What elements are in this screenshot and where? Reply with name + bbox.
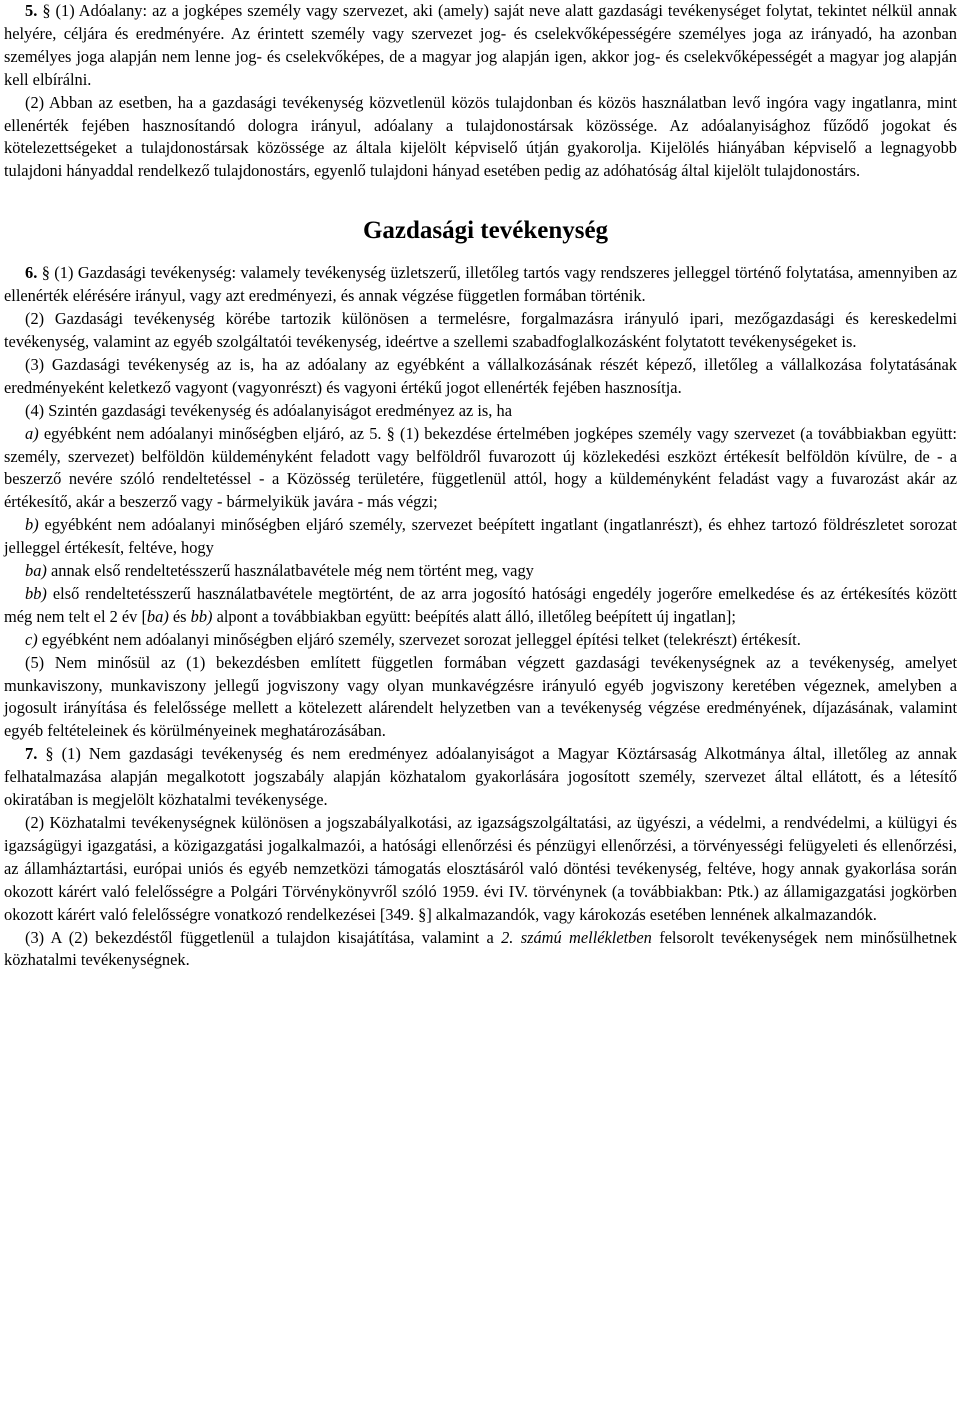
section-7-text-2: (2) Közhatalmi tevékenységnek különösen a jogszabályalkotási, az igazságszolgáltatási, az ügyészi, a védelmi, a rendvédelmi, a külügyi és igazságügyi igazgatási, a közigazgatási jogalkalmazói, a hatósági ellenőrzési és pénzügyi ellenőrzési, a törvényességi felügyeleti és ellenőrzési, az államháztartási, európai uniós és egyéb nemzetközi támogatás elosztásáról való döntési tevékenység, feltéve, hogy annak gyakorlása során okozott kárért való felelősségre a Polgári Törvénykönyvről szóló 1959. évi IV. törvénynek (a továbbiakban: Ptk.) az államigazgatási jogkörben okozott kárért való felelősségre vonatkozó rendelkezései [349. §] alkalmazandók, vagy károkozás esetében lennének alkalmazandók. [4, 813, 957, 924]
point-a [4, 423, 957, 515]
point-a-marker: a) [25, 423, 39, 443]
section-6-text-4: (4) Szintén gazdasági tevékenység és adóalanyiságot eredményez az is, ha [25, 400, 512, 420]
section-7-paragraph-2 [4, 812, 957, 927]
section-6-paragraph-4 [4, 400, 957, 423]
point-b-marker: b) [25, 515, 39, 535]
point-bb-and: és [168, 606, 191, 626]
point-b-text: egyébként nem adóalanyi minőségben eljáró személy, szervezet beépített ingatlant (ingatlanrészt), és ehhez tartozó földrészletet sorozat jelleggel értékesít, feltéve, hogy [4, 515, 957, 558]
section-6-text-1: § (1) Gazdasági tevékenység: valamely tevékenység üzletszerű, illetőleg tartós vagy rendszeres jelleggel történő folytatása, amennyiben az ellenérték elérésére irányul, vagy azt eredményezi, és annak végzése független formában történik. [4, 263, 957, 306]
section-5-paragraph-1 [4, 0, 957, 92]
section-7-text-3a: (3) A (2) bekezdéstől függetlenül a tulajdon kisajátítása, valamint a [25, 927, 502, 947]
section-heading: Gazdasági tevékenység [362, 217, 609, 245]
section-6-number: 6. [25, 263, 38, 283]
section-7-text-3b: felsorolt tevékenységek nem minősülhetnek közhatalmi tevékenységnek. [4, 927, 958, 970]
section-6-paragraph-5 [4, 652, 957, 744]
section-6-text-2: (2) Gazdasági tevékenység körébe tartozik különösen a termelésre, forgalmazásra irányuló ipari, mezőgazdasági és kereskedelmi tevékenység, valamint az egyéb szolgáltatói tevékenység, ideértve a szellemi szabadfoglalkozásként folytatott tevékenységeket is. [4, 309, 957, 351]
section-5-text-2: (2) Abban az esetben, ha a gazdasági tevékenység közvetlenül közös tulajdonban és közös használatban levő ingóra vagy ingatlanra, mint ellenérték fejében hasznosítandó dologra irányul, adóalany a tulajdonostársak közössége. Az adóalanyisághoz fűződő jogokat és kötelezettségeket a tulajdonostársak közössége az általa kijelölt képviselő útján gyakorolja. Kijelölés hiányában képviselő a legnagyobb tulajdoni hányaddal rendelkező tulajdonostárs, egyenlő tulajdoni hányad esetében pedig az adóhatóság által kijelölt tulajdonostárs. [4, 92, 957, 181]
section-6-paragraph-1 [4, 262, 957, 308]
section-5-text-1: § (1) Adóalany: az a jogképes személy vagy szervezet, aki (amely) saját neve alatt gazdasági tevékenységet folytat, tekintet nélkül annak helyére, céljára és eredményére. Az érintett személy vagy szervezet jog- és cselekvőképességére személyes joga az irányadó, ha azonban személyes joga alapján nem lenne jog- és cselekvőképes, de a magyar jog alapján igen, akkor jog- és cselekvőképességét a magyar jog alapján kell elbírálni. [4, 1, 957, 89]
section-5-paragraph-2 [4, 92, 957, 184]
point-bb-text-1: első rendeltetésszerű használatbavétele megtörtént, de az arra jogosító hatósági engedély jogerőre emelkedése és az értékesítés között még nem telt el 2 év [ [4, 583, 957, 626]
point-bb-text-2: alpont a továbbiakban együtt: beépítés alatt álló, illetőleg beépített új ingatlan]; [212, 606, 736, 626]
point-b [4, 514, 957, 560]
point-bb-ref-bb: bb) [190, 606, 213, 626]
point-bb-marker: bb) [25, 583, 47, 603]
section-7-number: 7. [25, 744, 38, 764]
section-6-paragraph-2 [4, 308, 957, 354]
point-ba-text: annak első rendeltetésszerű használatbavétele még nem történt meg, vagy [50, 561, 534, 581]
point-ba-marker: ba) [25, 561, 47, 581]
section-7-paragraph-3 [4, 927, 957, 973]
point-c-marker: c) [25, 629, 38, 649]
section-7-text-1: § (1) Nem gazdasági tevékenység és nem eredményez adóalanyiságot a Magyar Köztársaság Alkotmánya által, illetőleg az annak felhatalmazása alapján megalkotott jogszabály alapján közhatalom gyakorlására jogosított személy, szervezet által ellátott, és a létesítő okiratában is megjelölt közhatalmi tevékenysége. [4, 744, 957, 810]
section-6-text-5: (5) Nem minősül az (1) bekezdésben említett független formában végzett gazdasági tevékenységnek az a tevékenység, amelyet munkaviszony, munkaviszony jellegű jogviszony vagy olyan munkavégzésre irányuló egyéb jogviszony keretében végeznek, amelyben a jogosult irányítása és felelőssége mellett a kötelezett alárendelt helyzetben van a tevékenység végzése eredményének, díjazásának, valamint egyéb feltételeinek és körülményeinek meghatározásában. [4, 652, 957, 741]
section-6-text-3: (3) Gazdasági tevékenység az is, ha az adóalany az egyébként a vállalkozásának részét képező, illetőleg a vállalkozása folytatásának eredményeként keletkező vagyont (vagyonrészt) és vagyoni értékű jogot ellenérték fejében hasznosítja. [4, 354, 957, 397]
point-bb-ref-ba: ba) [146, 606, 169, 626]
point-a-text: egyébként nem adóalanyi minőségben eljáró, az 5. § (1) bekezdése értelmében jogképes személy vagy szervezet (a továbbiakban együtt: személy, szervezet) belföldön küldeményként feladott vagy belföldről fuvarozott új közlekedési eszközt értékesít belföldön kívülre, de - a beszerző nevére szóló rendeltetéssel - a Közösség területére, függetlenül attól, hogy a küldeményként feladást vagy a fuvarozást akár az értékesítő, akár a beszerző vagy - bármelyikük javára - más végzi; [4, 423, 957, 512]
point-bb [4, 583, 957, 629]
section-5-number: 5. [25, 1, 38, 20]
point-c-text: egyébként nem adóalanyi minőségben eljáró személy, szervezet sorozat jelleggel építési telket (telekrészt) értékesít. [41, 629, 801, 649]
point-ba [4, 560, 957, 583]
document-page [4, 0, 957, 972]
annex-reference: 2. számú mellékletben [501, 927, 652, 947]
point-c [4, 629, 957, 652]
section-7-paragraph-1 [4, 743, 957, 812]
section-6-paragraph-3 [4, 354, 957, 400]
